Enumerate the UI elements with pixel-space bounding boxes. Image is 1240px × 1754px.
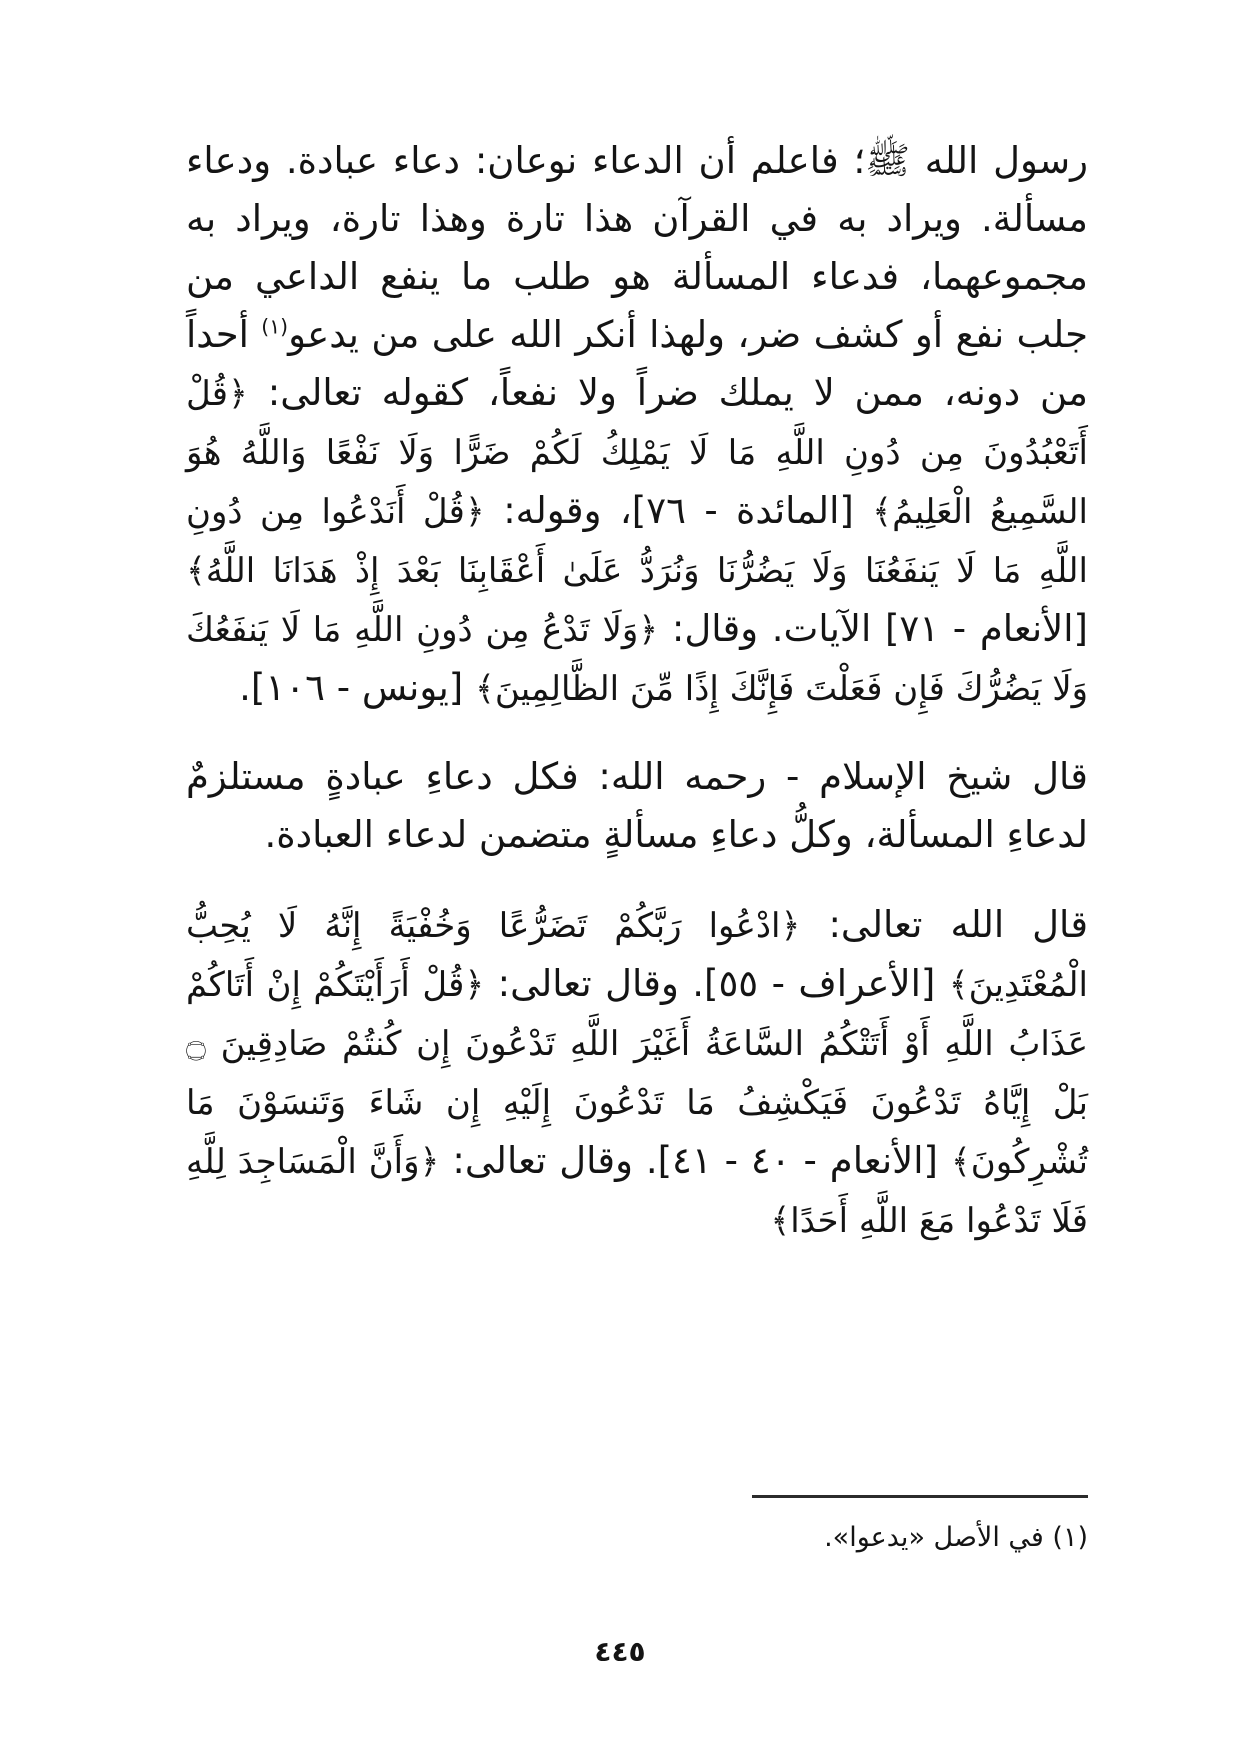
page-number: ٤٤٥ — [594, 1635, 646, 1668]
paragraph-3-text-a: قال الله تعالى: — [800, 903, 1088, 946]
paragraph-1-text-b: أحداً من دونه، ممن لا يملك ضراً ولا نفعاً، كقوله تعالى: — [186, 313, 1088, 414]
footnote-reference: (١) — [261, 314, 289, 339]
paragraph-3-text-b: [الأعراف - ٥٥]. وقال تعالى: — [484, 962, 949, 1005]
quran-verse-maidah-76: ﴿قُلْ أَتَعْبُدُونَ مِن دُونِ اللَّهِ مَا لَا يَمْلِكُ لَكُمْ ضَرًّا وَلَا نَفْعًا وَاللَّهُ هُوَ السَّمِيعُ الْعَلِيمُ﴾ — [186, 374, 1088, 532]
paragraph-3-text-c: [الأنعام - ٤٠ - ٤١]. وقال تعالى: — [439, 1139, 951, 1182]
quran-verse-jinn-18: ﴿وَأَنَّ الْمَسَاجِدَ لِلَّهِ فَلَا تَدْعُوا مَعَ اللَّهِ أَحَدًا﴾ — [186, 1142, 1088, 1241]
paragraph-1-text-c: [المائدة - ٧٦]، وقوله: — [484, 489, 873, 532]
paragraph-1 — [186, 132, 1088, 718]
quran-verse-anam-40-41: ﴿قُلْ أَرَأَيْتَكُمْ إِنْ أَتَاكُمْ عَذَابُ اللَّهِ أَوْ أَتَتْكُمُ السَّاعَةُ أَغَيْرَ اللَّهِ تَدْعُونَ إِن كُنتُمْ صَادِقِينَ ۝ بَلْ إِيَّاهُ تَدْعُونَ فَيَكْشِفُ مَا تَدْعُونَ إِلَيْهِ إِن شَاءَ وَتَنسَوْنَ مَا تُشْرِكُونَ﴾ — [186, 965, 1089, 1182]
paragraph-2: قال شيخ الإسلام - رحمه الله: فكل دعاءِ عبادةٍ مستلزمٌ لدعاءِ المسألة، وكلُّ دعاءِ مسألةٍ متضمن لدعاء العبادة. — [186, 755, 1088, 856]
footnote: (١) في الأصل «يدعوا». — [824, 1522, 1088, 1553]
quran-verse-yunus-106: ﴿وَلَا تَدْعُ مِن دُونِ اللَّهِ مَا لَا يَنفَعُكَ وَلَا يَضُرُّكَ فَإِن فَعَلْتَ فَإِنَّكَ إِذًا مِّنَ الظَّالِمِينَ﴾ — [186, 610, 1088, 709]
paragraph-3 — [186, 896, 1088, 1250]
paragraph-1-text-d: [الأنعام - ٧١] الآيات. وقال: — [658, 607, 1088, 650]
footnote-divider — [752, 1495, 1088, 1498]
paragraph-1-text-e: [يونس - ١٠٦]. — [239, 666, 475, 709]
quran-verse-araf-55: ﴿ادْعُوا رَبَّكُمْ تَضَرُّعًا وَخُفْيَةً إِنَّهُ لَا يُحِبُّ الْمُعْتَدِينَ﴾ — [186, 906, 1088, 1005]
quran-verse-anam-71: ﴿قُلْ أَنَدْعُوا مِن دُونِ اللَّهِ مَا لَا يَنفَعُنَا وَلَا يَضُرُّنَا وَنُرَدُّ عَلَىٰ أَعْقَابِنَا بَعْدَ إِذْ هَدَانَا اللَّهُ﴾ — [186, 492, 1088, 591]
main-text — [186, 132, 1088, 1250]
paragraph-1-text-a: رسول الله ﷺ؛ فاعلم أن الدعاء نوعان: دعاء عبادة. ودعاء مسألة. ويراد به في القرآن هذا تارة وهذا تارة، ويراد به مجموعهما، فدعاء المسألة هو طلب ما ينفع الداعي من جلب نفع أو كشف ضر، ولهذا أنكر الله على من يدعو — [186, 139, 1088, 356]
